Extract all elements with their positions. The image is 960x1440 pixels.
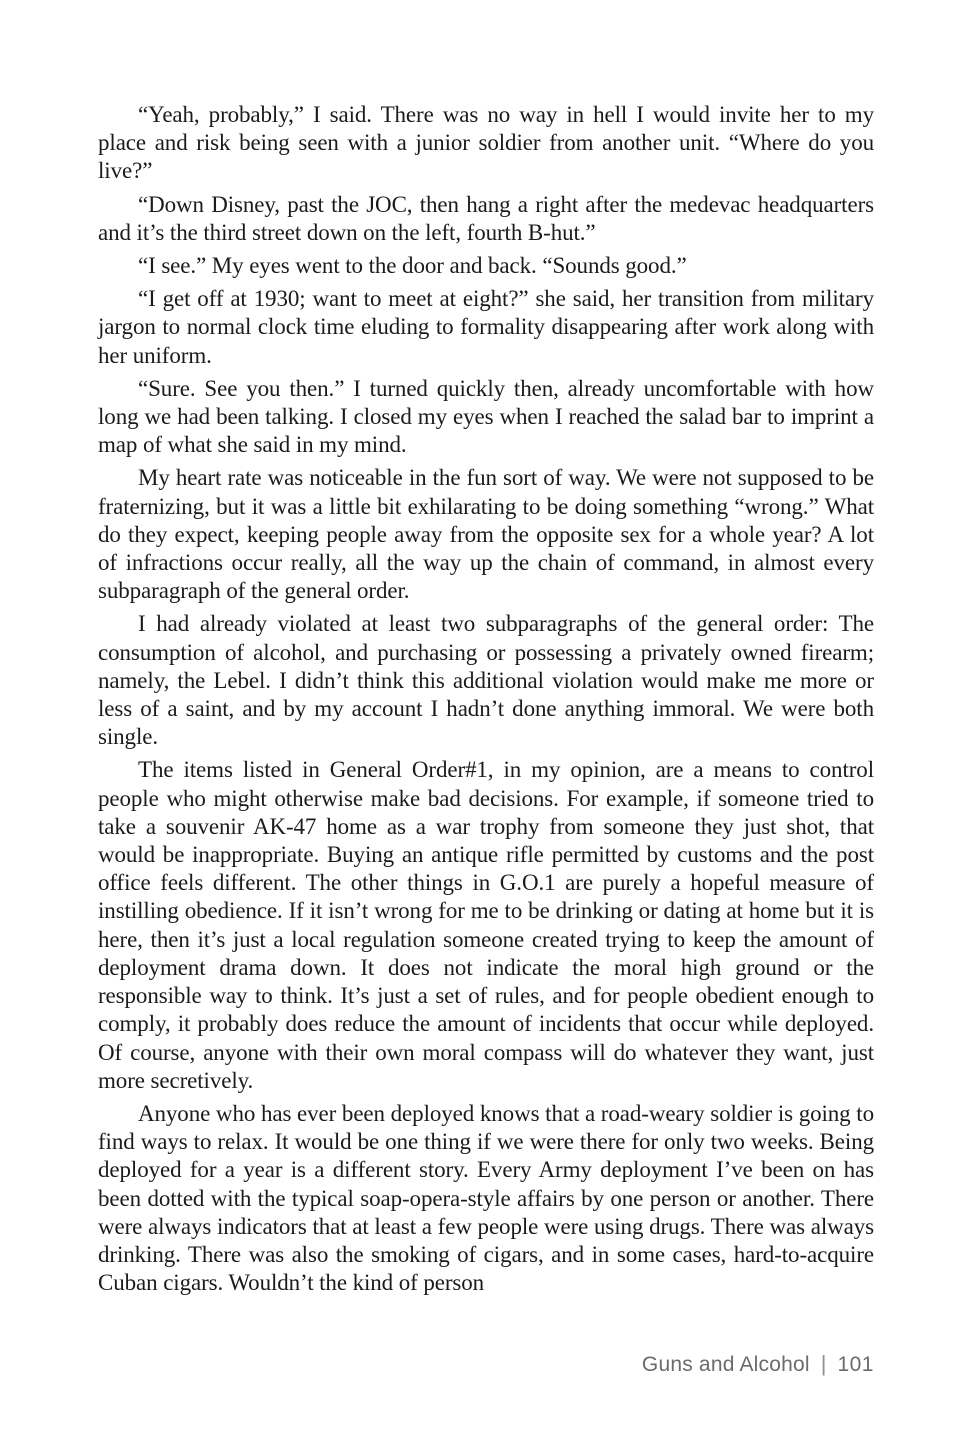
footer-divider: |: [820, 1351, 827, 1376]
chapter-title: Guns and Alcohol: [641, 1353, 810, 1376]
paragraph: Anyone who has ever been deployed knows that a road-weary soldier is going to find ways to relax. It would be one thing if we were there for only two weeks. Being deployed for a year is a different story. Every Army deployment I’ve been on has been dotted with the typical soap-opera-style affairs by one person or another. There were always indicators that at least a few people were using drugs. There was always drinking. There was also the smoking of cigars, and in some cases, hard-to-acquire Cuban cigars. Wouldn’t the kind of person: [98, 1100, 874, 1296]
paragraph: My heart rate was noticeable in the fun sort of way. We were not supposed to be fraternizing, but it was a little bit exhilarating to be doing something “wrong.” What do they expect, keeping people away from the opposite sex for a whole year? A lot of infractions occur really, all the way up the chain of command, in almost every subparagraph of the general order.: [98, 465, 874, 604]
paragraph: The items listed in General Order#1, in my opinion, are a means to control people who might otherwise make bad decisions. For example, if someone tried to take a souvenir AK-47 home as a war trophy from someone they just shot, that would be inappropriate. Buying an antique rifle permitted by customs and the post office feels different. The other things in G.O.1 are purely a hopeful measure of instilling obedience. If it isn’t wrong for me to be drinking or dating at home but it is here, then it’s just a local regulation someone created trying to keep the amount of deployment drama down. It does not indicate the moral high ground or the responsible way to think. It’s just a set of rules, and for people obedient enough to comply, it probably does reduce the amount of incidents that occur while deployed. Of course, anyone with their own moral compass will do whatever they want, just more secretively.: [98, 757, 874, 1093]
paragraph: “I get off at 1930; want to meet at eight?” she said, her transition from military jargon to normal clock time eluding to formality disappearing after work along with her uniform.: [98, 286, 874, 368]
paragraph: “Sure. See you then.” I turned quickly then, already uncomfortable with how long we had been talking. I closed my eyes when I reached the salad bar to imprint a map of what she said in my mind.: [98, 375, 874, 458]
paragraph: I had already violated at least two subparagraphs of the general order: The consumption of alcohol, and purchasing or possessing a privately owned firearm; namely, the Lebel. I didn’t think this additional violation would make me more or less of a saint, and by my account I hadn’t done anything immoral. We were both single.: [98, 611, 874, 750]
paragraph: “I see.” My eyes went to the door and back. “Sounds good.”: [138, 253, 687, 279]
page-footer: [642, 1352, 874, 1378]
page-number: 101: [837, 1353, 874, 1376]
paragraph: “Yeah, probably,” I said. There was no way in hell I would invite her to my place and risk being seen with a junior soldier from another unit. “Where do you live?”: [98, 102, 874, 184]
body-text: [98, 101, 874, 1302]
paragraph: “Down Disney, past the JOC, then hang a right after the medevac headquarters and it’s the third street down on the left, fourth B-hut.”: [98, 191, 874, 245]
